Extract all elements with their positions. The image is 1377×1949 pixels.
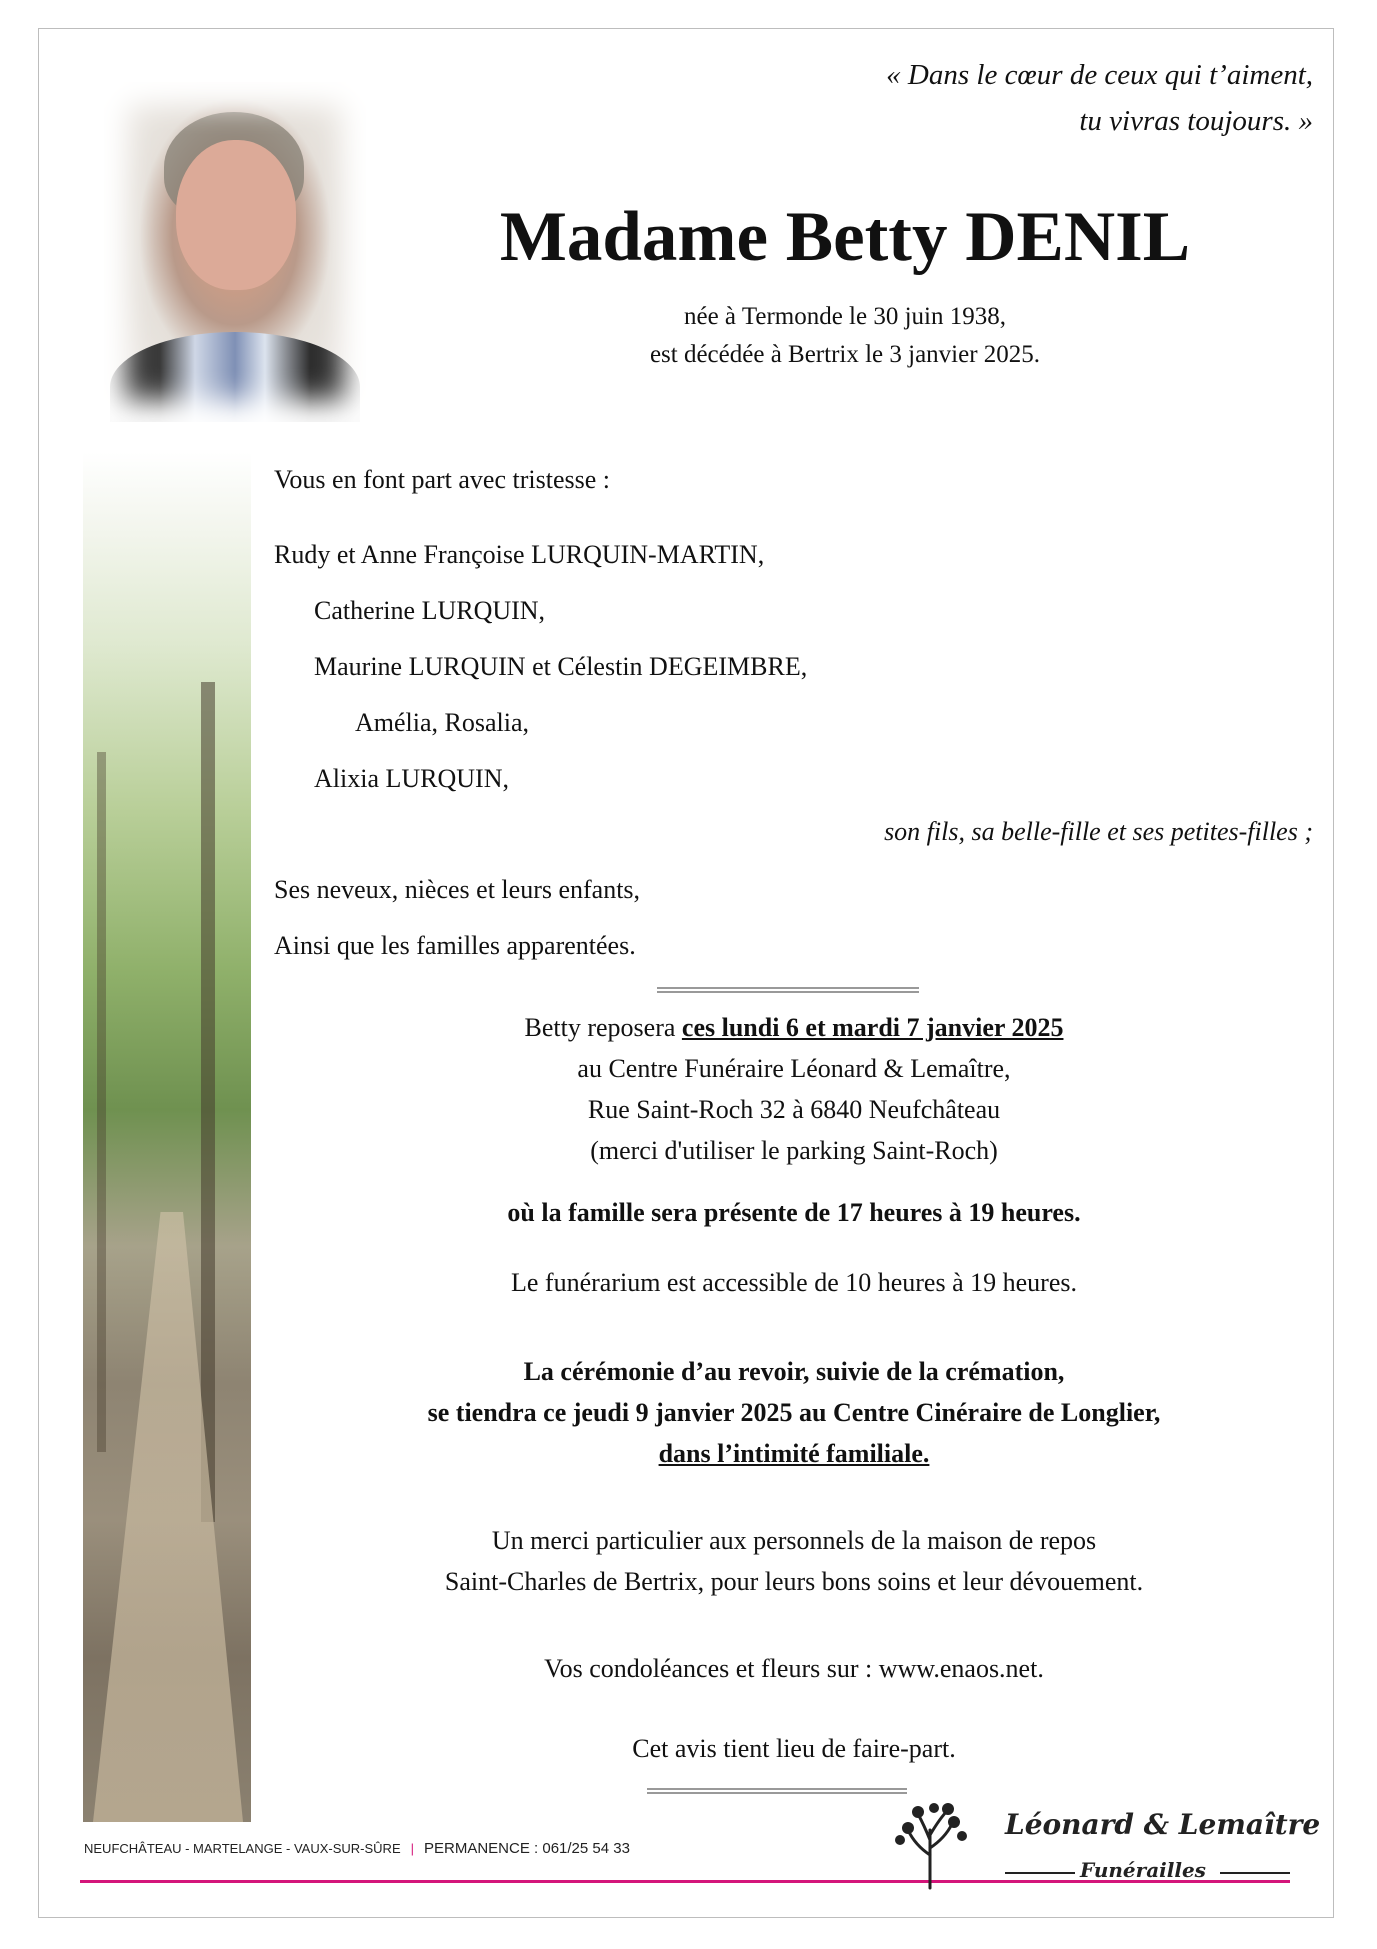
logo-subtitle: Funérailles [1080,1858,1206,1882]
visitation-prefix: Betty reposera [524,1013,682,1042]
family-presence: où la famille sera présente de 17 heures à 19 heures. [507,1198,1081,1227]
visitation-dates: ces lundi 6 et mardi 7 janvier 2025 [681,1013,1064,1042]
quote-line-2: tu vivras toujours. » [1079,105,1313,137]
condolences-line: Vos condoléances et fleurs sur : www.enaos.net. [544,1654,1044,1683]
divider [647,1788,907,1794]
logo-rule-right [1220,1872,1290,1874]
funerarium-hours: Le funérarium est accessible de 10 heures à 19 heures. [511,1268,1077,1297]
notice-line: Cet avis tient lieu de faire-part. [632,1734,956,1763]
thanks-block [274,1520,1314,1602]
other-relatives: Ainsi que les familles apparentées. [274,931,636,960]
portrait-vignette [104,82,366,422]
ceremony-block [274,1351,1314,1474]
footer-permanence: PERMANENCE : 061/25 54 33 [424,1840,630,1857]
footer-locations: NEUFCHÂTEAU - MARTELANGE - VAUX-SUR-SÛRE [84,1841,401,1856]
family-member: Amélia, Rosalia, [355,708,530,737]
death-line: est décédée à Bertrix le 3 janvier 2025. [649,341,1041,368]
tree-trunk [97,752,106,1452]
ceremony-line-2: se tiendra ce jeudi 9 janvier 2025 au Centre Cinéraire de Longlier, [427,1398,1161,1427]
visitation-block [274,1007,1314,1171]
ceremony-line-3: dans l’intimité familiale. [658,1439,930,1468]
family-member: Catherine LURQUIN, [314,596,546,625]
birth-line: née à Termonde le 30 juin 1938, [683,303,1006,330]
intro-line: Vous en font part avec tristesse : [274,465,610,494]
family-member: Alixia LURQUIN, [314,764,509,793]
family-member: Maurine LURQUIN et Célestin DEGEIMBRE, [314,652,808,681]
logo-rule-left [1005,1872,1075,1874]
deceased-name: Madame Betty DENIL [499,198,1191,276]
quote-line-1: « Dans le cœur de ceux qui t’aiment, [886,59,1313,91]
footer-separator: | [410,1841,414,1856]
thanks-line-2: Saint-Charles de Bertrix, pour leurs bons soins et leur dévouement. [444,1567,1144,1596]
tree-trunk [201,682,215,1522]
ceremony-line-1: La cérémonie d’au revoir, suivie de la crémation, [523,1357,1065,1386]
birth-death-info [380,298,1310,374]
footer-contact [84,1840,630,1857]
visitation-address: Rue Saint-Roch 32 à 6840 Neufchâteau [587,1095,1001,1124]
visitation-parking: (merci d'utiliser le parking Saint-Roch) [590,1136,998,1165]
logo-wordmark: Léonard & Lemaître [1005,1808,1321,1841]
epigraph-quote [613,52,1313,144]
visitation-place: au Centre Funéraire Léonard & Lemaître, [577,1054,1011,1083]
divider [657,987,919,993]
relation-line: son fils, sa belle-fille et ses petites-filles ; [884,817,1313,846]
family-member: Rudy et Anne Françoise LURQUIN-MARTIN, [274,540,765,569]
thanks-line-1: Un merci particulier aux personnels de la maison de repos [491,1526,1097,1555]
other-relatives: Ses neveux, nièces et leurs enfants, [274,875,641,904]
portrait-photo [104,82,366,422]
forest-path-image [83,452,251,1822]
visitation-dates-line [274,1007,1314,1048]
forest-path [93,1212,243,1822]
